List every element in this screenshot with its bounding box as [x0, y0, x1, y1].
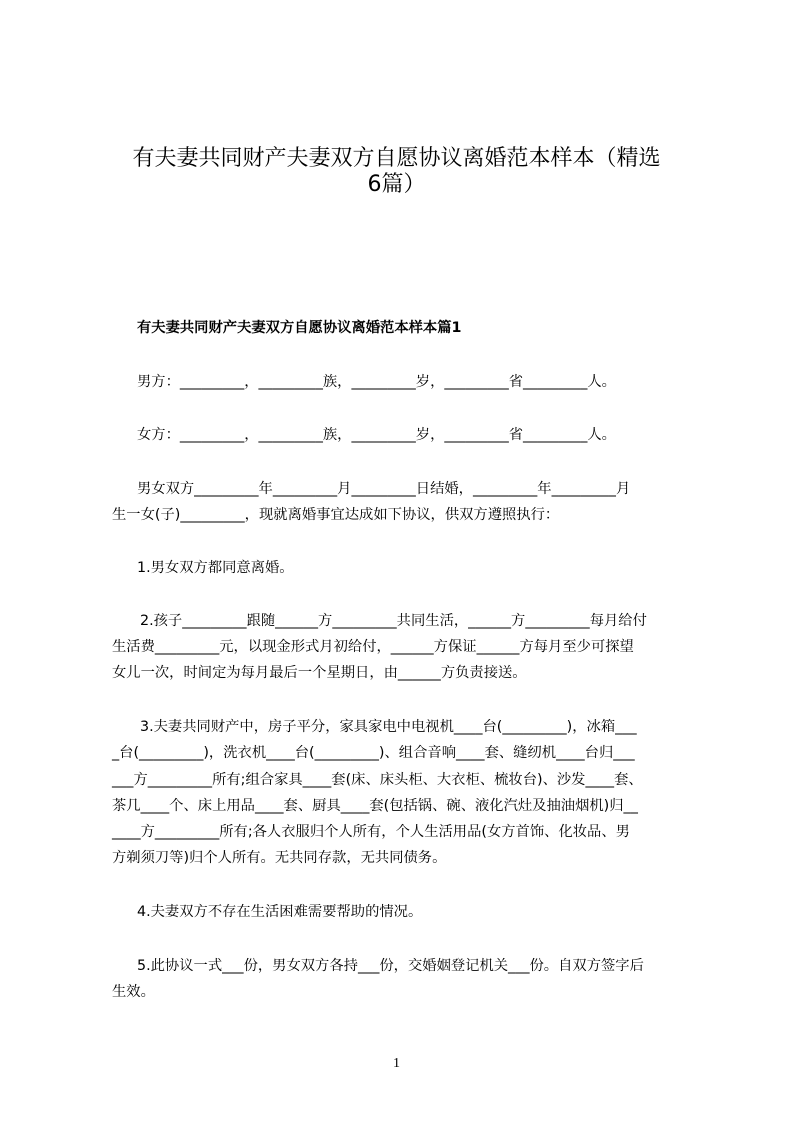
clause-3-line: 3.夫妻共同财产中，房子平分，家具家电中电视机____台(_________)，冰箱___ — [140, 719, 637, 735]
clause-2-line: 生活费_________元，以现金形式月初给付，______方保证______方每月至少可探望 — [112, 639, 634, 655]
clause-2-line: 2.孩子_________跟随______方_________共同生活，______方_________每月给付 — [140, 613, 647, 629]
marriage-info-line: 生一女(子)_________，现就离婚事宜达成如下协议，供双方遵照执行： — [112, 507, 560, 523]
clause-3-line: ____方_________所有;各人衣服归个人所有，个人生活用品(女方首饰、化妆品、男 — [112, 824, 630, 840]
female-party-line: 女方：_________，_________族，_________岁，_________省_________人。 — [137, 427, 616, 443]
clause-5-line: 5.此协议一式___份，男女双方各持___份，交婚姻登记机关___份。自双方签字后 — [137, 958, 644, 974]
clause-5-line: 生效。 — [112, 984, 155, 1000]
document-title-line-2: 6篇） — [367, 172, 426, 197]
clause-3-line: _台(_________)，洗衣机____台(_________)、组合音响____套、缝纫机____台归___ — [112, 745, 635, 761]
page-number: 1 — [393, 1056, 400, 1071]
clause-3-line: 方剃须刀等)归个人所有。无共同存款，无共同债务。 — [112, 850, 447, 866]
male-party-line: 男方：_________，_________族，_________岁，_________省_________人。 — [137, 374, 616, 390]
section-heading: 有夫妻共同财产夫妻双方自愿协议离婚范本样本篇1 — [137, 320, 462, 336]
clause-1-line: 1.男女双方都同意离婚。 — [137, 560, 294, 576]
clause-3-line: 茶几____个、床上用品____套、厨具____套(包括锅、碗、液化汽灶及抽油烟机)归__ — [112, 798, 638, 814]
marriage-info-line: 男女双方_________年_________月_________日结婚，_________年_________月 — [137, 481, 631, 497]
clause-3-line: ___方_________所有;组合家具____套(床、床头柜、大衣柜、梳妆台)、沙发____套、 — [112, 772, 643, 788]
document-title-line-1: 有夫妻共同财产夫妻双方自愿协议离婚范本样本（精选 — [132, 146, 661, 171]
clause-4-line: 4.夫妻双方不存在生活困难需要帮助的情况。 — [137, 904, 423, 920]
clause-2-line: 女儿一次，时间定为每月最后一个星期日，由______方负责接送。 — [112, 665, 527, 681]
